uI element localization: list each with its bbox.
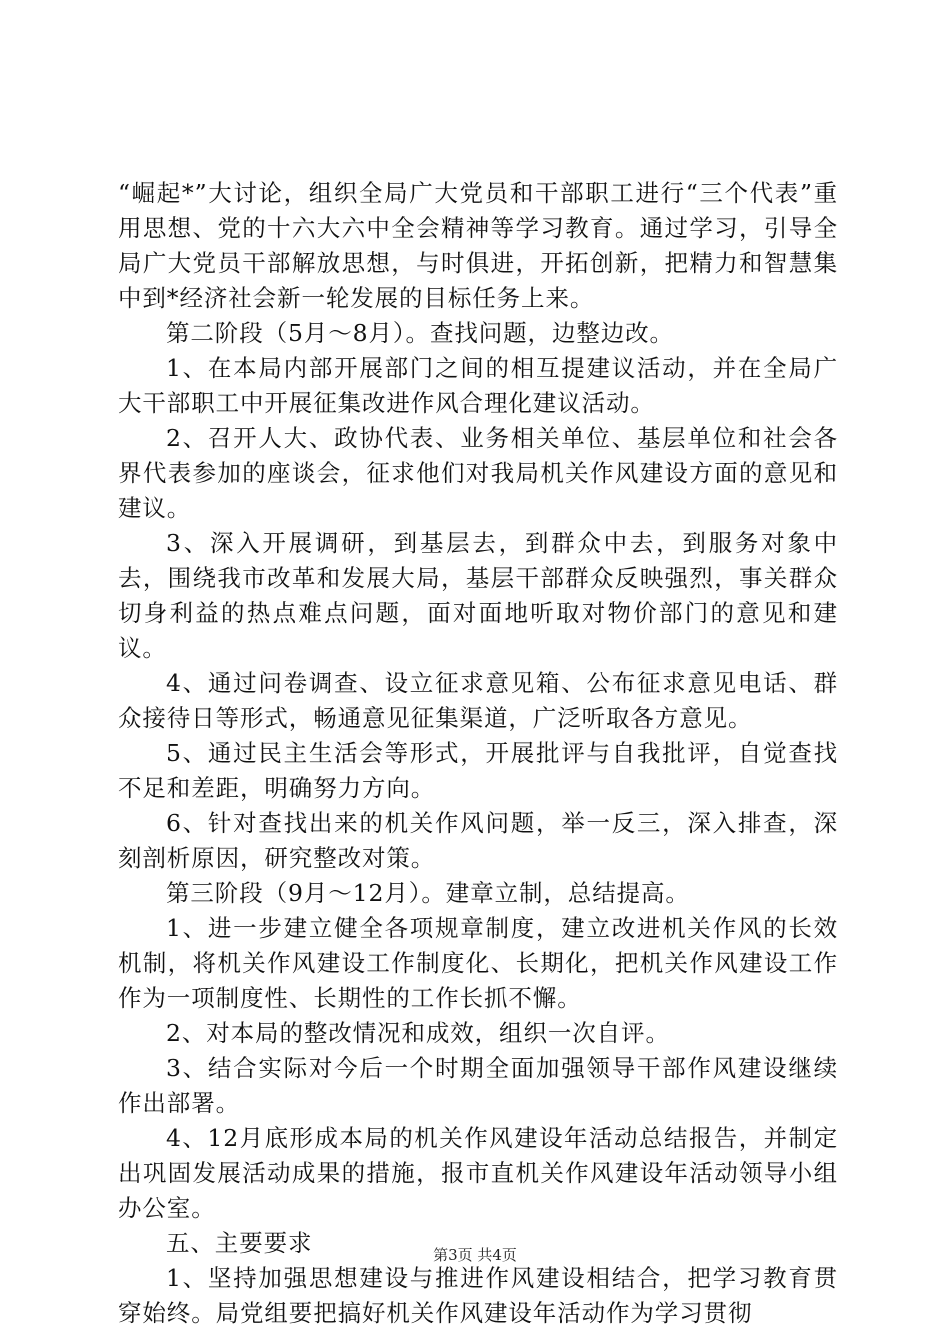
paragraph: 2、对本局的整改情况和成效，组织一次自评。 (166, 1019, 670, 1047)
paragraph: “崛起*”大讨论，组织全局广大党员和干部职工进行“三个代表”重用思想、党的十六大六中全会精神等学习教育。通过学习，引导全局广大党员干部解放思想，与时俱进，开拓创新，把精力和智慧集中到*经济社会新一轮发展的目标任务上来。 (118, 179, 838, 312)
paragraph: 1、坚持加强思想建设与推进作风建设相结合，把学习教育贯穿始终。局党组要把搞好机关作风建设年活动作为学习贯彻 (118, 1264, 838, 1327)
paragraph: 1、进一步建立健全各项规章制度，建立改进机关作风的长效机制，将机关作风建设工作制度化、长期化，把机关作风建设工作作为一项制度性、长期性的工作长抓不懈。 (118, 914, 838, 1012)
paragraph: 4、通过问卷调查、设立征求意见箱、公布征求意见电话、群众接待日等形式，畅通意见征集渠道，广泛听取各方意见。 (118, 669, 838, 732)
paragraph: 2、召开人大、政协代表、业务相关单位、基层单位和社会各界代表参加的座谈会，征求他们对我局机关作风建设方面的意见和建议。 (118, 424, 838, 522)
section-heading: 五、主要要求 (166, 1229, 313, 1257)
paragraph: 3、深入开展调研，到基层去，到群众中去，到服务对象中去，围绕我市改革和发展大局，基层干部群众反映强烈，事关群众切身利益的热点难点问题，面对面地听取对物价部门的意见和建议。 (118, 529, 838, 662)
paragraph: 1、在本局内部开展部门之间的相互提建议活动，并在全局广大干部职工中开展征集改进作风合理化建议活动。 (118, 354, 838, 417)
paragraph: 5、通过民主生活会等形式，开展批评与自我批评，自觉查找不足和差距，明确努力方向。 (118, 739, 838, 802)
document-body (118, 176, 838, 1331)
paragraph: 第二阶段（5月～8月）。查找问题，边整边改。 (166, 319, 674, 347)
paragraph: 4、12月底形成本局的机关作风建设年活动总结报告，并制定出巩固发展活动成果的措施，报市直机关作风建设年活动领导小组办公室。 (118, 1124, 838, 1222)
paragraph: 第三阶段（9月～12月）。建章立制，总结提高。 (166, 879, 690, 907)
paragraph: 3、结合实际对今后一个时期全面加强领导干部作风建设继续作出部署。 (118, 1054, 838, 1117)
paragraph: 6、针对查找出来的机关作风问题，举一反三，深入排查，深刻剖析原因，研究整改对策。 (118, 809, 838, 872)
page-number-footer: 第3页 共4页 (433, 1246, 517, 1264)
